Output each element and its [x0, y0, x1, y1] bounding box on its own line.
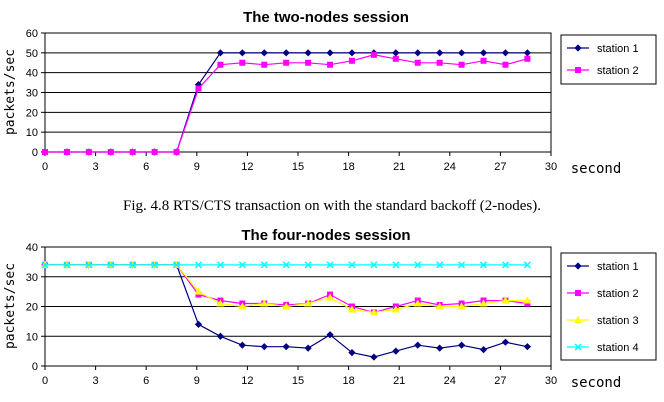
x-tick-label: 6: [143, 375, 150, 387]
x-tick-label: 9: [193, 375, 200, 387]
x-axis-label: second: [570, 375, 622, 391]
y-tick-label: 40: [25, 67, 38, 80]
x-tick-label: 27: [494, 375, 507, 387]
y-tick-label: 30: [25, 271, 38, 284]
y-tick-label: 40: [25, 242, 38, 254]
legend-label: station 1: [597, 261, 639, 273]
x-tick-label: 30: [544, 375, 558, 387]
data-point: [437, 60, 443, 66]
data-point: [349, 58, 355, 64]
y-tick-label: 10: [25, 331, 38, 344]
y-tick-label: 20: [25, 107, 38, 120]
y-tick-label: 20: [25, 301, 38, 314]
data-point: [152, 149, 158, 155]
legend: [561, 253, 656, 360]
y-tick-label: 10: [25, 127, 38, 140]
y-tick-label: 60: [25, 28, 38, 40]
x-tick-label: 9: [193, 161, 200, 173]
x-tick-label: 24: [443, 375, 456, 387]
x-tick-label: 0: [41, 161, 49, 173]
legend-marker: [575, 290, 581, 296]
x-tick-label: 24: [443, 161, 456, 173]
data-point: [261, 62, 267, 68]
legend-label: station 4: [597, 342, 639, 354]
y-tick-label: 0: [31, 361, 38, 373]
chart-title: The two-nodes session: [243, 9, 409, 26]
chart-two-nodes: [3, 9, 656, 177]
data-point: [459, 62, 465, 68]
data-point: [415, 60, 421, 66]
x-tick-label: 3: [92, 375, 99, 387]
x-tick-label: 6: [143, 161, 150, 173]
x-tick-label: 3: [92, 161, 99, 173]
data-point: [524, 56, 530, 62]
data-point: [64, 149, 70, 155]
legend-label: station 2: [597, 288, 639, 300]
x-tick-label: 12: [241, 161, 254, 173]
x-axis-label: second: [570, 161, 622, 177]
data-point: [130, 149, 136, 155]
legend-label: station 2: [597, 65, 639, 77]
x-tick-label: 15: [291, 375, 305, 387]
x-tick-label: 30: [544, 161, 558, 173]
y-tick-label: 0: [31, 147, 38, 159]
x-tick-label: 21: [393, 161, 406, 173]
data-point: [283, 60, 289, 66]
y-tick-label: 30: [25, 87, 38, 100]
figure-caption: Fig. 4.8 RTS/CTS transaction on with the standard backoff (2-nodes).: [123, 198, 541, 214]
x-tick-label: 21: [393, 375, 406, 387]
y-tick-label: 50: [25, 47, 38, 60]
data-point: [239, 60, 245, 66]
chart-four-nodes: [3, 227, 656, 391]
y-axis-label: packets/sec: [3, 48, 18, 136]
data-point: [108, 149, 114, 155]
data-point: [371, 52, 377, 58]
data-point: [195, 86, 201, 92]
x-tick-label: 27: [494, 161, 507, 173]
data-point: [42, 149, 48, 155]
data-point: [327, 62, 333, 68]
legend-label: station 3: [597, 315, 639, 327]
data-point: [174, 149, 180, 155]
data-point: [86, 149, 92, 155]
x-tick-label: 15: [291, 161, 305, 173]
data-point: [217, 62, 223, 68]
data-point: [481, 58, 487, 64]
x-tick-label: 0: [41, 375, 49, 387]
x-tick-label: 12: [241, 375, 254, 387]
x-tick-label: 18: [342, 375, 355, 387]
y-axis-label: packets/sec: [3, 262, 18, 350]
data-point: [305, 60, 311, 66]
x-tick-label: 18: [342, 161, 355, 173]
chart-title: The four-nodes session: [241, 227, 411, 244]
legend: [561, 35, 656, 84]
data-point: [393, 56, 399, 62]
legend-marker: [575, 67, 581, 73]
data-point: [502, 62, 508, 68]
legend-label: station 1: [597, 43, 639, 55]
